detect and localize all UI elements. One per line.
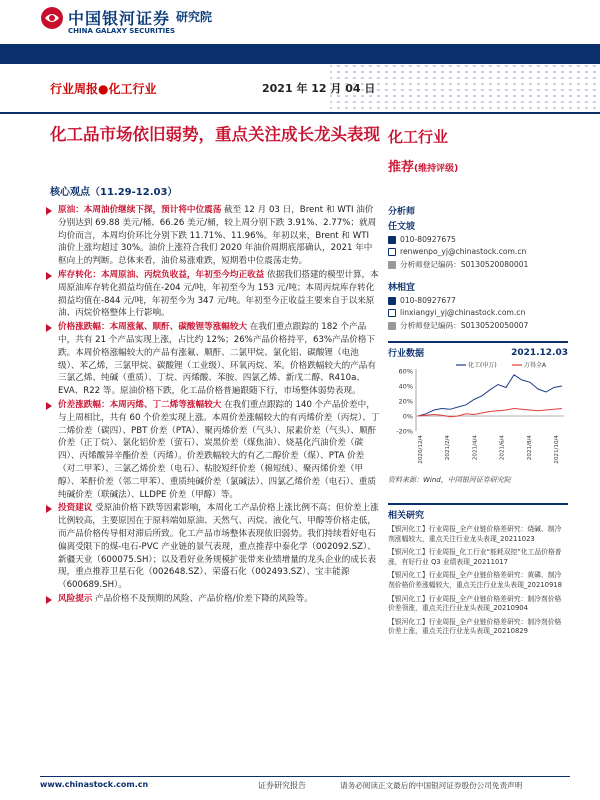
y-tick-label: 0%: [402, 412, 413, 421]
bullet-icon: [46, 272, 52, 280]
core-label: 核心观点（11.29-12.03）: [50, 187, 178, 198]
bullet-icon: [46, 596, 52, 604]
galaxy-logo-icon: [40, 6, 64, 30]
phone-icon: [388, 297, 396, 305]
report-date: 2021 年 12 月 04 日: [262, 82, 376, 95]
certificate-icon: [388, 322, 396, 330]
paragraph-price: [44, 321, 380, 398]
logo-en: CHINA GALAXY SECURITIES: [68, 27, 176, 35]
analyst-name: 任文坡: [388, 222, 416, 232]
certificate-icon: [388, 261, 396, 269]
footer-disclaimer: 请务必阅读正文最后的中国银河证券股份公司免责声明: [340, 781, 523, 790]
paragraph-lead: 价格涨跌幅：本周涨氟、顺酐、碳酸锂等涨幅较大: [58, 322, 248, 333]
paragraph-spread: [44, 399, 380, 501]
series-line: [418, 409, 562, 417]
footer-site[interactable]: www.chinastock.com.cn: [40, 780, 149, 789]
y-tick-label: 20%: [398, 397, 413, 406]
performance-chart: [388, 359, 568, 471]
performance-chart-svg: [388, 359, 568, 471]
legend-label: 万得全A: [524, 362, 547, 369]
paragraph-lead: 价差涨跌幅：本周丙烯、丁二烯等涨幅较大: [58, 399, 222, 410]
paragraph-lead: 库存转化：本周原油、丙烷负收益，年初至今均正收益: [58, 269, 265, 280]
related-research: [388, 503, 568, 637]
paragraph-lead: 风险提示: [58, 593, 93, 604]
analyst-name: 林相宜: [388, 283, 416, 293]
chart-source: 资料来源：Wind，中国银河证券研究院: [388, 476, 511, 484]
industry-name: 化工行业: [388, 128, 449, 146]
page-header: [0, 0, 600, 48]
rating-value: 推荐: [388, 160, 415, 175]
paragraph-lead: 原油：本周油价继续下探，预计将中位震荡: [58, 205, 222, 215]
analyst-phone: 010-80927675: [388, 235, 568, 244]
analyst-label: 分析师: [388, 207, 416, 217]
report-type: 行业周报●化工行业: [50, 82, 157, 96]
paragraph-inventory: [44, 269, 380, 320]
analyst-email[interactable]: renwenpo_yj@chinastock.com.cn: [388, 247, 568, 256]
industry-data-header: [388, 341, 568, 359]
y-tick-label: -20%: [396, 427, 413, 436]
x-tick-label: 2021/10/4: [554, 435, 560, 464]
paragraph-text: 在我们重点跟踪的 182 个产品中，共有 21 个产品实现上涨，占比约 12%；26%产品价格持平，63%产品价格下跌。本周价格涨幅较大的产品有涨氟、顺酐、二氯甲烷、氯化铝、碳酸锂（电池级）、苯乙烯，三氯甲烷、碳酸锂（工业级）、环氧丙烷、苯。价格跌幅较大的产品有三氯乙烯、纯碱（重质）、丁烷、丙烯酸、苯胺、四氯乙烯、新戊二醇、R410a、EVA、R22 等。原油价格下跌，化工品价格普遍跟随下行，市场整体弱势表现。: [58, 322, 376, 397]
institute-name: 研究院: [176, 10, 213, 24]
paragraph-risk: [44, 593, 380, 606]
rating: [388, 156, 458, 175]
rating-note: (维持评级): [414, 164, 459, 174]
analyst-cert: 分析师登记编码：S0130520080001: [388, 259, 568, 270]
report-title: 化工品市场依旧弱势，重点关注成长龙头表现: [50, 125, 380, 144]
related-item[interactable]: 【银河化工】行业周报_全产业链价格差研究：烧碱、制冷剂涨幅较大，重点关注行业龙头表现_20211023: [388, 525, 562, 543]
related-item[interactable]: 【银河化工】行业周报_全产业链价格差研究：黄磷、制冷剂价格价差涨幅较大，重点关注行业龙头表现_20210918: [388, 571, 562, 589]
paragraph-text: 截至 12 月 03 日，Brent 和 WTI 油价分别达到 69.88 美元/桶、66.26 美元/桶，较上周分别下跌 3.91%、2.77%；就周均价而言，本周均价环比分别下跌 11.71%、11.96%。年初以来，Brent 和 WTI 油价上涨均超过 30%。油价上涨符合我们 2020 年油价周期底部确认，2021 年中枢向上的判断。总体来看，油价易涨难跌，短期看中位震荡走势。: [58, 205, 377, 267]
analyst-email[interactable]: linxiangyi_yj@chinastock.com.cn: [388, 308, 568, 317]
paragraph-text: 依据我们搭建的模型计算，本周原油库存转化损益均值在-204 元/吨，年初至今为 153 元/吨；本周丙烷库存转化损益均值在-844 元/吨，年初至今为 347 元/吨。年初至今正收益主要来自于以来原油、丙烷价格整体上行影响。: [58, 269, 379, 319]
bullet-icon: [46, 207, 52, 215]
related-item[interactable]: 【银河化工】行业周报_全产业链价格差研究：制冷剂价格价差领涨，重点关注行业龙头表现_20210904: [388, 594, 562, 613]
paragraph-advice: [44, 502, 380, 592]
industry-data-date: 2021.12.03: [511, 347, 568, 358]
related-item[interactable]: 【银河化工】行业周报_化工行业“能耗双控”化工品价格普涨，有好行业 Q3 业绩表现_20211017: [388, 548, 562, 566]
bullet-icon: [46, 402, 52, 410]
paragraph-oil: [44, 204, 380, 268]
x-tick-label: 2021/6/4: [499, 435, 506, 461]
bullet-icon: [46, 505, 52, 513]
logo-cn: 中国银河证券: [68, 9, 171, 28]
sidebar: [388, 204, 568, 641]
bullet-icon: [46, 324, 52, 332]
paragraph-text: 在我们重点跟踪的 140 个产品价差中，与上周相比，共有 60 个价差实现上涨。本周价差涨幅较大的有丙烯价差（丙烷）、丁二烯价差（碳四）、PBT 价差（PTA）、聚丙烯价差（气头）、尿素价差（气头）、顺酐价差（正丁烷）、氯化铝价差（萤石）、炭黑价差（煤焦油）、烧基化汽油价差（碳四）、丙烯酸异辛酯价差（丙烯）。价差跌幅较大的有乙二醇价差（煤）、PTA 价差（对二甲苯）、三氯乙烯价差（电石）、粘胶短纤价差（棉短绒）、聚丙烯价差（甲醇）、苯酐价差（邻二甲苯）、重质纯碱价差（氯碱法）、四氯乙烯价差（电石）、重质纯碱价差（联碱法）、LLDPE 价差（甲醇）等。: [58, 399, 380, 500]
paragraph-text: 产品价格不及预期的风险、产品价格/价差下降的风险等。: [92, 593, 313, 604]
analyst-block: [388, 204, 568, 270]
mail-icon: [388, 248, 396, 256]
paragraph-lead: 投资建议: [58, 503, 93, 514]
paragraph-text: 受原油价格下跌等因素影响，本周化工产品价格上涨比例不高；但价差上涨比例较高，主要原因在于原料端如原油、天然气、丙烷、液化气、甲醇等价格走低，而产品价格传导相对滞后所致。化工产品市场整体表现依旧弱势。我们持续看好电石偏离受限下的煤-电石-PVC 产业链的景气表现，重点推荐中泰化学（002092.SZ）、新疆天业（600075.SH）；以及看好业务规模扩张带来业绩增量的龙头企业的成长表现，重点推荐卫星石化（002648.SZ）、荣盛石化（002493.SZ）、宝丰能源（600689.SH）。: [58, 503, 379, 591]
legend-label: 化工(申万): [468, 362, 497, 369]
footer-type: 证券研究报告: [258, 781, 306, 790]
y-tick-label: 40%: [398, 382, 413, 391]
analyst-cert: 分析师登记编码：S0130520050007: [388, 320, 568, 331]
industry-data-title: 行业数据: [388, 349, 425, 359]
x-tick-label: 2021/2/4: [445, 435, 452, 461]
analyst-phone: 010-80927677: [388, 296, 568, 305]
x-tick-label: 2021/4/4: [472, 435, 479, 461]
related-item[interactable]: 【银河化工】行业周报_全产业链价格差研究：制冷剂价格价差上涨，重点关注行业龙头表现_20210829: [388, 617, 562, 636]
series-line: [418, 375, 562, 416]
related-title: 相关研究: [388, 503, 568, 521]
phone-icon: [388, 236, 396, 244]
footer-divider: [40, 776, 570, 777]
header-bar: [0, 44, 600, 64]
main-body: [44, 204, 380, 607]
analyst-block: [388, 280, 568, 331]
mail-icon: [388, 309, 396, 317]
x-tick-label: 2020/12/4: [418, 435, 424, 464]
x-tick-label: 2021/8/4: [526, 435, 533, 461]
y-tick-label: 60%: [398, 367, 413, 376]
